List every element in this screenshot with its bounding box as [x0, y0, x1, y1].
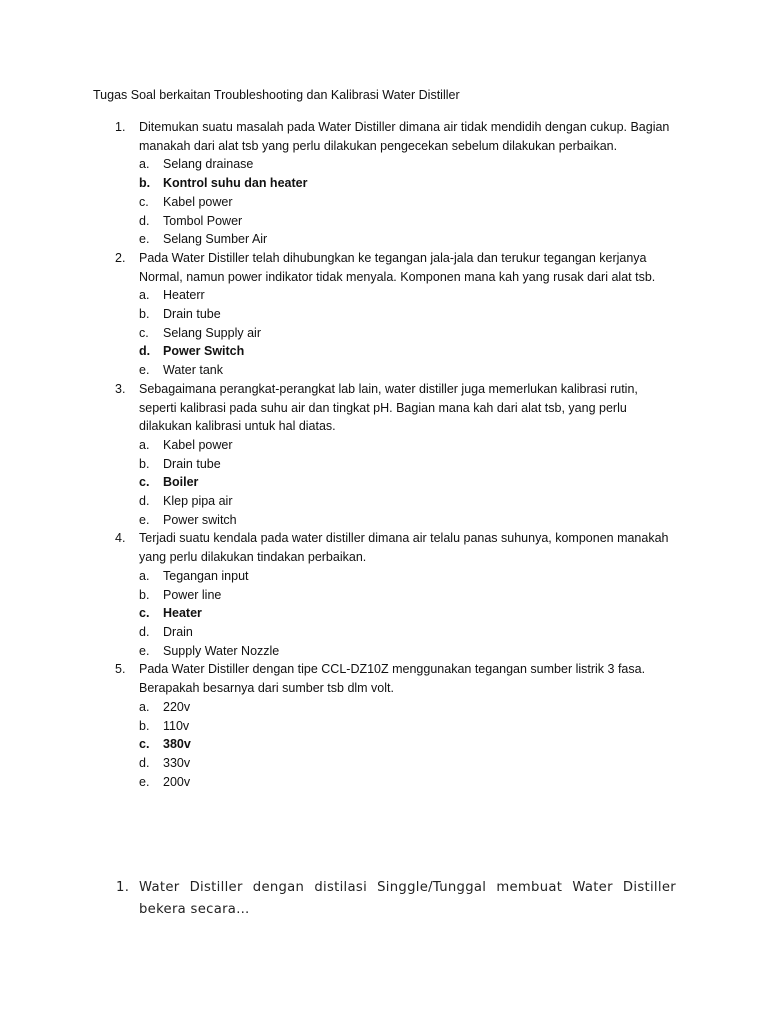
option-text: Tegangan input — [163, 568, 249, 583]
option-letter: b. — [139, 176, 151, 191]
question-text: Pada Water Distiller telah dihubungkan ke tegangan jala-jala dan terukur tegangan kerjanya Normal, namun power indikator tidak menyala. Komponen mana kah yang rusak dari alat tsb. — [139, 250, 656, 284]
option-text: Drain tube — [163, 307, 221, 322]
option-b — [139, 586, 673, 605]
essay-text: Water Distiller dengan distilasi Singgle/Tunggal membuat Water Distiller bekera secara… — [139, 880, 676, 917]
option-text: 200v — [163, 774, 191, 789]
option-letter: b. — [139, 307, 150, 322]
option-b — [139, 717, 673, 736]
option-text: Drain — [163, 624, 193, 639]
essay-number: 1. — [116, 880, 130, 895]
option-d — [139, 342, 673, 361]
option-letter: c. — [139, 737, 150, 752]
option-text: 110v — [163, 718, 190, 733]
question-text: Sebagaimana perangkat-perangkat lab lain, water distiller juga memerlukan kalibrasi rutin, seperti kalibrasi pada suhu air dan tingkat pH. Bagian mana kah dari alat tsb, yang perlu dilakukan kalibrasi untuk hal diatas. — [139, 381, 638, 434]
option-letter: d. — [139, 213, 150, 228]
option-letter: c. — [139, 475, 150, 490]
option-letter: a. — [139, 437, 150, 452]
option-letter: d. — [139, 755, 150, 770]
option-a — [139, 698, 673, 717]
option-text: Selang Sumber Air — [163, 232, 268, 247]
option-text: Water tank — [163, 363, 223, 378]
option-letter: e. — [139, 363, 150, 378]
option-b — [139, 455, 673, 474]
question-text: Terjadi suatu kendala pada water distiller dimana air telalu panas suhunya, komponen manakah yang perlu dilakukan tindakan perbaikan. — [139, 531, 669, 565]
option-letter: d. — [139, 494, 150, 509]
option-e — [139, 642, 673, 661]
option-text: Power switch — [163, 512, 237, 527]
option-letter: a. — [139, 699, 150, 714]
question-number: 3. — [115, 381, 126, 396]
document-title: Tugas Soal berkaitan Troubleshooting dan Kalibrasi Water Distiller — [93, 88, 460, 102]
question-3 — [93, 380, 673, 530]
option-letter: a. — [139, 157, 150, 172]
option-a — [139, 286, 673, 305]
question-list — [93, 118, 673, 791]
option-list — [139, 286, 673, 380]
option-d — [139, 212, 673, 231]
option-c — [139, 193, 673, 212]
option-list — [139, 155, 673, 249]
question-number: 2. — [115, 250, 126, 265]
question-number: 4. — [115, 531, 126, 546]
option-text: Heater — [163, 606, 202, 621]
option-text: Power line — [163, 587, 222, 602]
question-text: Ditemukan suatu masalah pada Water Distiller dimana air tidak mendidih dengan cukup. Bagian manakah dari alat tsb yang perlu dilakukan pengecekan sebelum dilakukan perbaikan. — [139, 120, 670, 153]
option-c — [139, 735, 673, 754]
option-letter: a. — [139, 568, 150, 583]
option-text: Selang Supply air — [163, 325, 261, 340]
option-letter: d. — [139, 344, 151, 359]
question-text: Pada Water Distiller dengan tipe CCL-DZ10Z menggunakan tegangan sumber listrik 3 fasa. Berapakah besarnya dari sumber tsb dlm volt. — [139, 662, 646, 696]
option-text: 330v — [163, 755, 191, 770]
option-text: Supply Water Nozzle — [163, 643, 280, 658]
option-e — [139, 361, 673, 380]
option-a — [139, 567, 673, 586]
question-2 — [93, 249, 673, 380]
option-c — [139, 473, 673, 492]
option-list — [139, 567, 673, 661]
option-text: Heaterr — [163, 288, 205, 303]
option-a — [139, 436, 673, 455]
option-text: Kontrol suhu dan heater — [163, 176, 308, 191]
essay-question — [116, 877, 676, 921]
option-list — [139, 698, 673, 792]
option-letter: b. — [139, 456, 150, 471]
option-d — [139, 492, 673, 511]
option-text: Selang drainase — [163, 157, 254, 172]
option-letter: d. — [139, 624, 150, 639]
question-5 — [93, 660, 673, 791]
option-letter: a. — [139, 288, 150, 303]
option-letter: c. — [139, 194, 149, 209]
option-e — [139, 230, 673, 249]
option-c — [139, 604, 673, 623]
option-text: Tombol Power — [163, 213, 243, 228]
option-text: Kabel power — [163, 437, 233, 452]
option-text: Boiler — [163, 475, 199, 490]
option-letter: e. — [139, 512, 150, 527]
option-text: Power Switch — [163, 344, 245, 359]
option-e — [139, 773, 673, 792]
option-letter: c. — [139, 325, 149, 340]
option-letter: e. — [139, 643, 150, 658]
option-text: Kabel power — [163, 194, 233, 209]
option-b — [139, 305, 673, 324]
option-text: Drain tube — [163, 456, 221, 471]
option-c — [139, 324, 673, 343]
option-e — [139, 511, 673, 530]
option-letter: e. — [139, 774, 150, 789]
question-number: 1. — [115, 120, 126, 134]
option-b — [139, 174, 673, 193]
question-1 — [93, 118, 673, 249]
option-letter: c. — [139, 606, 150, 621]
option-letter: b. — [139, 718, 150, 733]
question-number: 5. — [115, 662, 126, 677]
option-text: 220v — [163, 699, 191, 714]
option-a — [139, 155, 673, 174]
question-4 — [93, 529, 673, 660]
option-list — [139, 436, 673, 530]
option-letter: b. — [139, 587, 150, 602]
option-d — [139, 623, 673, 642]
option-d — [139, 754, 673, 773]
option-text: Klep pipa air — [163, 494, 233, 509]
option-letter: e. — [139, 232, 150, 247]
option-text: 380v — [163, 737, 191, 752]
